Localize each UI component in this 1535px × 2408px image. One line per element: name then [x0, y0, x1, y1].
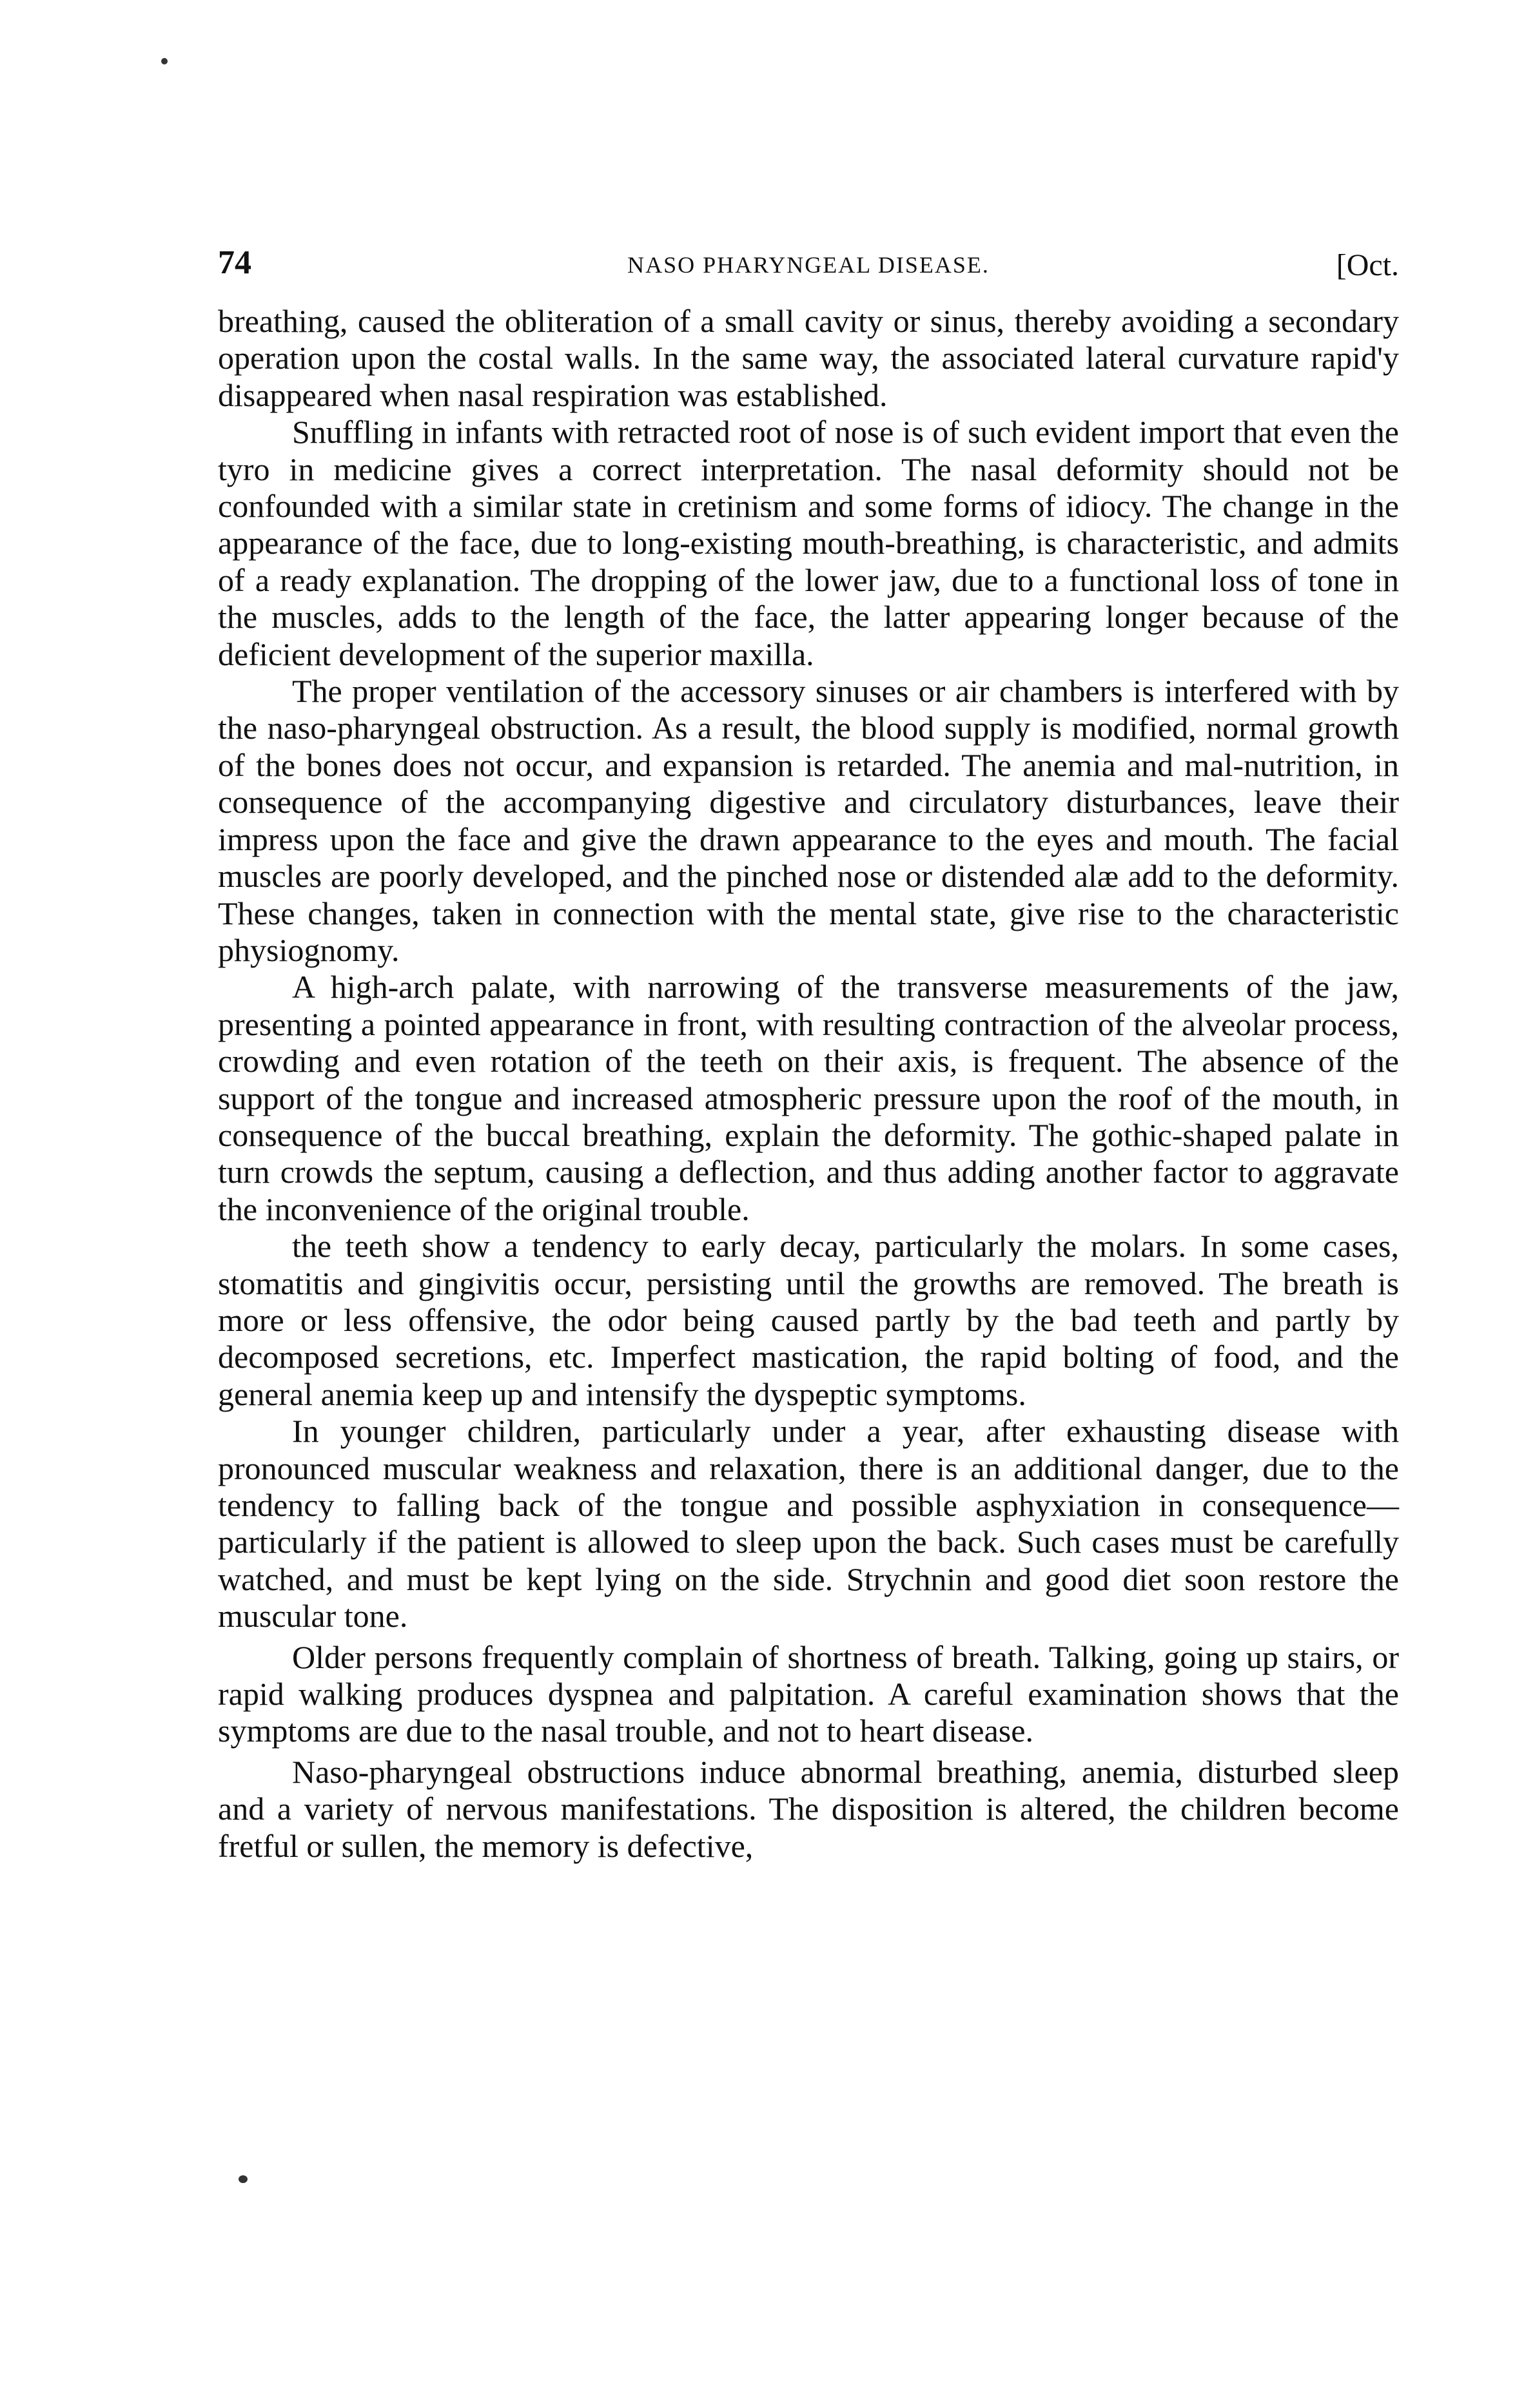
page-number: 74 — [218, 244, 251, 281]
paragraph-older-persons: Older persons frequently complain of shortness of breath. Talking, going up stairs, or rapid walking produces dyspnea and palpitation. A careful examination shows that the symptoms are due to the nasal trouble, and not to heart disease. — [218, 1638, 1399, 1749]
paragraph-continuation: breathing, caused the obliteration of a small cavity or sinus, thereby avoiding a secondary operation upon the costal walls. In the same way, the associated lateral curvature rapid'y disappeared when nasal respiration was established. — [218, 303, 1399, 413]
paragraph-palate: A high-arch palate, with narrowing of the transverse measurements of the jaw, presenting a pointed appearance in front, with resulting contraction of the alveolar process, crowding and even rotation of the teeth on their axis, is frequent. The absence of the support of the tongue and increased atmospheric pressure upon the roof of the mouth, in consequence of the buccal breathing, explain the deformity. The gothic-shaped palate in turn crowds the septum, causing a deflection, and thus adding another factor to aggravate the inconvenience of the original trouble. — [218, 969, 1399, 1227]
page-header — [218, 244, 1399, 289]
paragraph-obstructions: Naso-pharyngeal obstructions induce abnormal breathing, anemia, disturbed sleep and a variety of nervous manifestations. The disposition is altered, the children become fretful or sullen, the memory is defective, — [218, 1753, 1399, 1864]
running-date: [Oct. — [1336, 248, 1399, 282]
paragraph-snuffling: Snuffling in infants with retracted root of nose is of such evident import that even the tyro in medicine gives a correct interpretation. The nasal deformity should not be confounded with a similar state in cretinism and some forms of idiocy. The change in the appearance of the face, due to long-existing mouth-breathing, is characteristic, and admits of a ready explanation. The dropping of the lower jaw, due to a functional loss of tone in the muscles, adds to the length of the face, the latter appearing longer because of the deficient development of the superior maxilla. — [218, 414, 1399, 672]
ink-speck — [161, 58, 168, 64]
running-title: NASO PHARYNGEAL DISEASE. — [627, 252, 990, 278]
paragraph-teeth: the teeth show a tendency to early decay, particularly the molars. In some cases, stomatitis and gingivitis occur, persisting until the growths are removed. The breath is more or less offensive, the odor being caused partly by the bad teeth and partly by decomposed secretions, etc. Imperfect mastication, the rapid bolting of food, and the general anemia keep up and intensify the dyspeptic symptoms. — [218, 1228, 1399, 1412]
paragraph-ventilation: The proper ventilation of the accessory sinuses or air chambers is interfered with by the naso-pharyngeal obstruction. As a result, the blood supply is modified, normal growth of the bones does not occur, and expansion is retarded. The anemia and mal-nutrition, in consequence of the accompanying digestive and circulatory disturbances, leave their impress upon the face and give the drawn appearance to the eyes and mouth. The facial muscles are poorly developed, and the pinched nose or distended alæ add to the deformity. These changes, taken in connection with the mental state, give rise to the characteristic physiognomy. — [218, 673, 1399, 968]
body-text — [218, 303, 1399, 1865]
ink-speck — [239, 2175, 248, 2183]
paragraph-younger-children: In younger children, particularly under a year, after exhausting disease with pronounced muscular weakness and relaxation, there is an additional danger, due to the tendency to falling back of the tongue and possible asphyxiation in consequence—particularly if the patient is allowed to sleep upon the back. Such cases must be carefully watched, and must be kept lying on the side. Strychnin and good diet soon restore the muscular tone. — [218, 1413, 1399, 1635]
